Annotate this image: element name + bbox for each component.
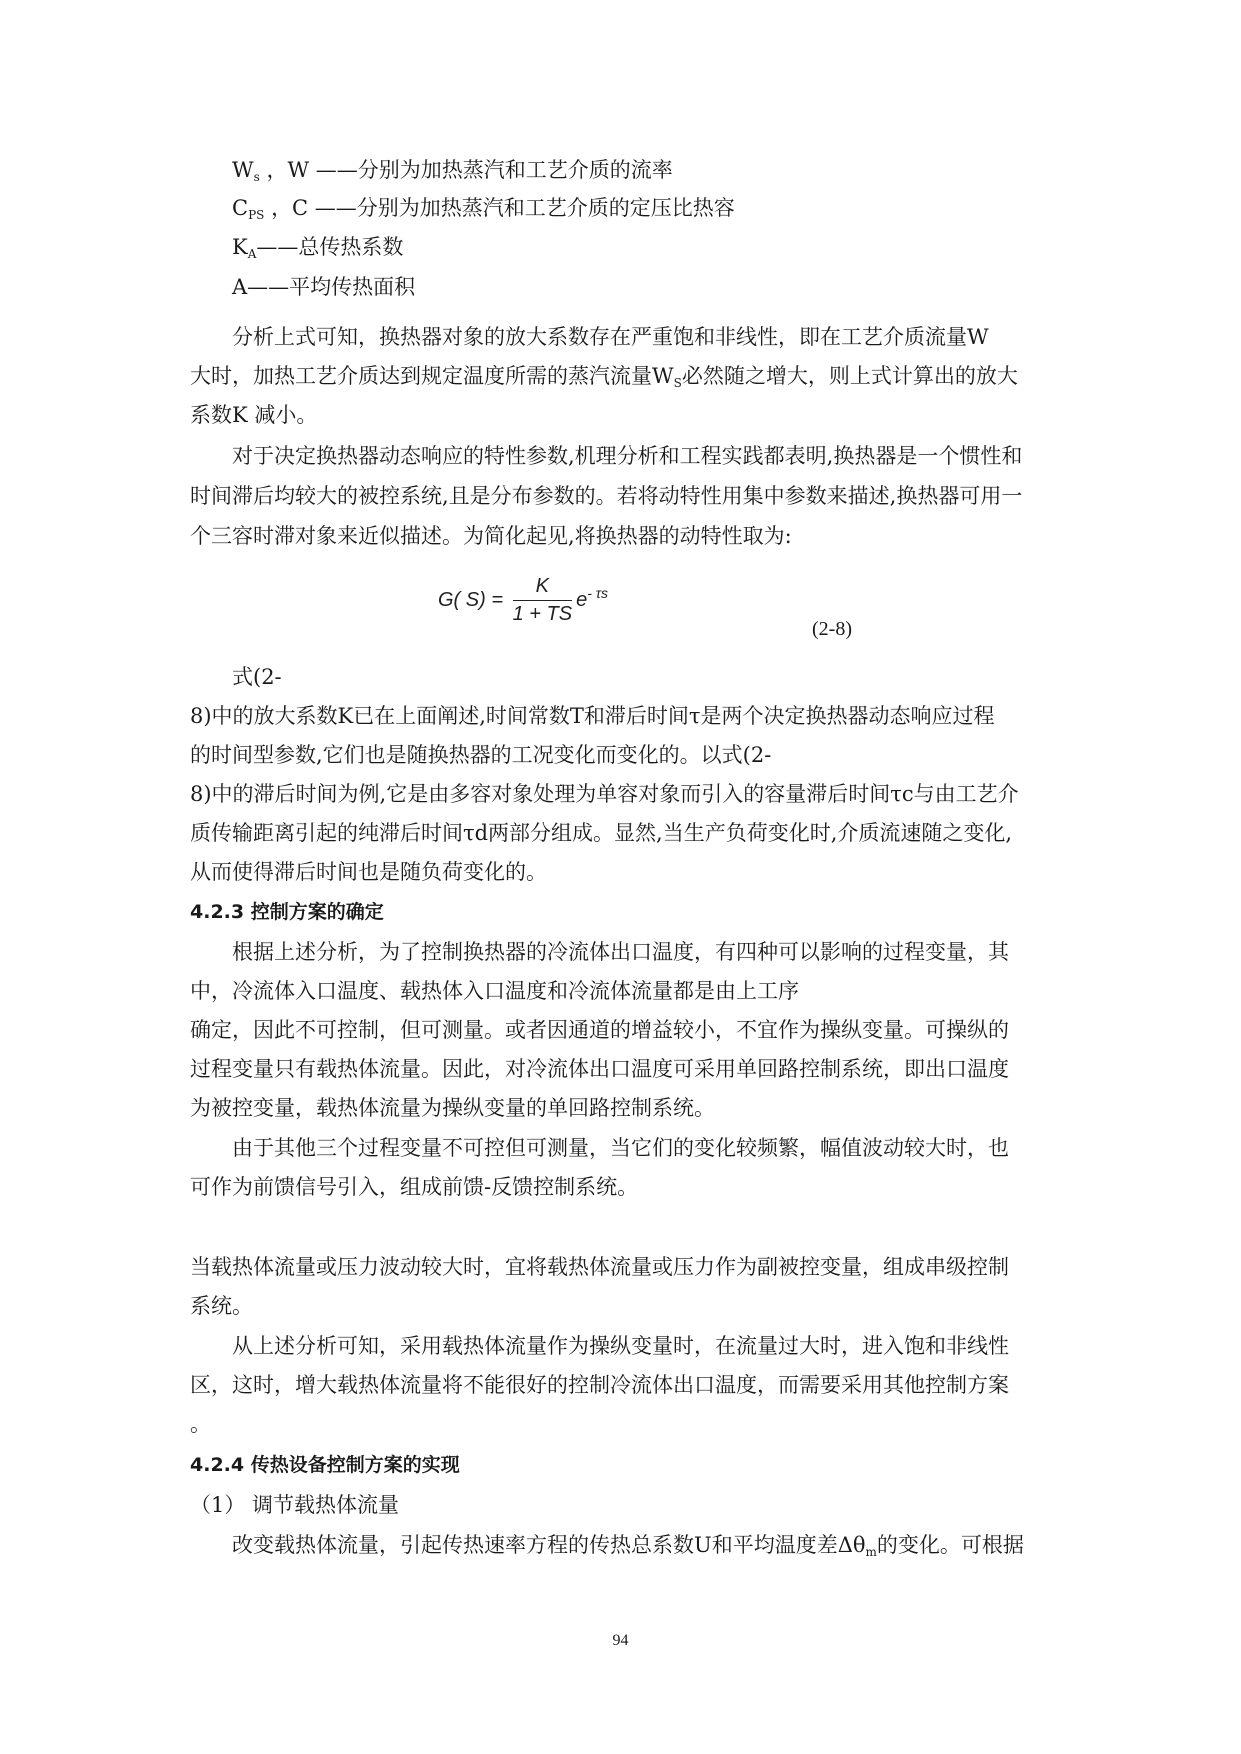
paragraph-line: 。	[190, 1412, 211, 1436]
paragraph-line: 对于决定换热器动态响应的特性参数,机理分析和工程实践都表明,换热器是一个惯性和	[232, 444, 1023, 468]
paragraph-line: 当载热体流量或压力波动较大时，宜将载热体流量或压力作为副被控变量，组成串级控制	[190, 1255, 1009, 1279]
paragraph-line: 根据上述分析，为了控制换热器的冷流体出口温度，有四种可以影响的过程变量，其	[232, 940, 1009, 964]
symbol-def-ka: $K_A——$总传热系数	[232, 235, 404, 261]
equation-exp-base: e	[576, 588, 588, 611]
paragraph-line: 为被控变量，载热体流量为操纵变量的单回路控制系统。	[190, 1096, 715, 1120]
equation-number: (2-8)	[812, 618, 852, 640]
paragraph-line: 个三容时滞对象来近似描述。为简化起见,将换热器的动特性取为:	[190, 524, 792, 548]
transfer-function-equation	[438, 575, 608, 626]
paragraph-line: 从上述分析可知，采用载热体流量作为操纵变量时，在流量过大时，进入饱和非线性	[232, 1334, 1009, 1358]
symbol-def-cps: $C_{PS}$ ，C ——分别为加热蒸汽和工艺介质的定压比热容	[232, 196, 735, 222]
equation-denominator: 1 + TS	[512, 603, 573, 625]
equation-exponent: - τs	[587, 585, 608, 602]
paragraph-line: 系统。	[190, 1294, 253, 1318]
paragraph-line: 过程变量只有载热体流量。因此，对冷流体出口温度可采用单回路控制系统，即出口温度	[190, 1057, 1009, 1081]
equation-numerator: K	[513, 575, 572, 601]
section-heading-4-2-4: 4.2.4 传热设备控制方案的实现	[190, 1454, 460, 1476]
section-heading-4-2-3: 4.2.3 控制方案的确定	[190, 901, 384, 923]
symbol-def-ws: $W_s$ ，W ——分别为加热蒸汽和工艺介质的流率	[232, 158, 673, 184]
paragraph-line: 从而使得滞后时间也是随负荷变化的。	[190, 860, 547, 884]
paragraph-line: 中，冷流体入口温度、载热体入口温度和冷流体流量都是由上工序	[190, 979, 799, 1003]
paragraph-line: 8)中的放大系数K已在上面阐述,时间常数T和滞后时间τ是两个决定换热器动态响应过程	[190, 704, 995, 728]
paragraph-line: 时间滞后均较大的被控系统,且是分布参数的。若将动特性用集中参数来描述,换热器可用一	[190, 484, 1023, 508]
paragraph-line: 8)中的滞后时间为例,它是由多容对象处理为单容对象而引入的容量滞后时间τc与由工艺介	[190, 782, 1019, 806]
paragraph-line: 质传输距离引起的纯滞后时间τd两部分组成。显然,当生产负荷变化时,介质流速随之变化,	[190, 821, 1013, 845]
page-number: 94	[612, 1632, 629, 1649]
paragraph-line: 改变载热体流量，引起传热速率方程的传热总系数U和平均温度差$\Delta\theta_m$的变化。可根据	[232, 1533, 1024, 1559]
paragraph-line: 由于其他三个过程变量不可控但可测量，当它们的变化较频繁，幅值波动较大时，也	[232, 1136, 1009, 1160]
paragraph-line: 式(2-	[232, 665, 282, 689]
paragraph-line: 系数K 减小。	[190, 403, 318, 427]
equation-lhs: G( S) =	[438, 588, 504, 611]
symbol-def-a: A——平均传热面积	[232, 275, 416, 299]
paragraph-line: 的时间型参数,它们也是随换热器的工况变化而变化的。以式(2-	[190, 743, 772, 767]
paragraph-line: 区，这时，增大载热体流量将不能很好的控制冷流体出口温度，而需要采用其他控制方案	[190, 1373, 1009, 1397]
equation-fraction	[513, 575, 572, 626]
paragraph-line: 大时，加热工艺介质达到规定温度所需的蒸汽流量$W_S$必然随之增大，则上式计算出的放大	[190, 364, 1018, 390]
paragraph-line: 可作为前馈信号引入，组成前馈-反馈控制系统。	[190, 1175, 639, 1199]
list-item-heading: （1） 调节载热体流量	[190, 1493, 400, 1517]
paragraph-line: 确定，因此不可控制，但可测量。或者因通道的增益较小，不宜作为操纵变量。可操纵的	[190, 1018, 1009, 1042]
paragraph-line: 分析上式可知，换热器对象的放大系数存在严重饱和非线性，即在工艺介质流量W	[232, 325, 989, 349]
